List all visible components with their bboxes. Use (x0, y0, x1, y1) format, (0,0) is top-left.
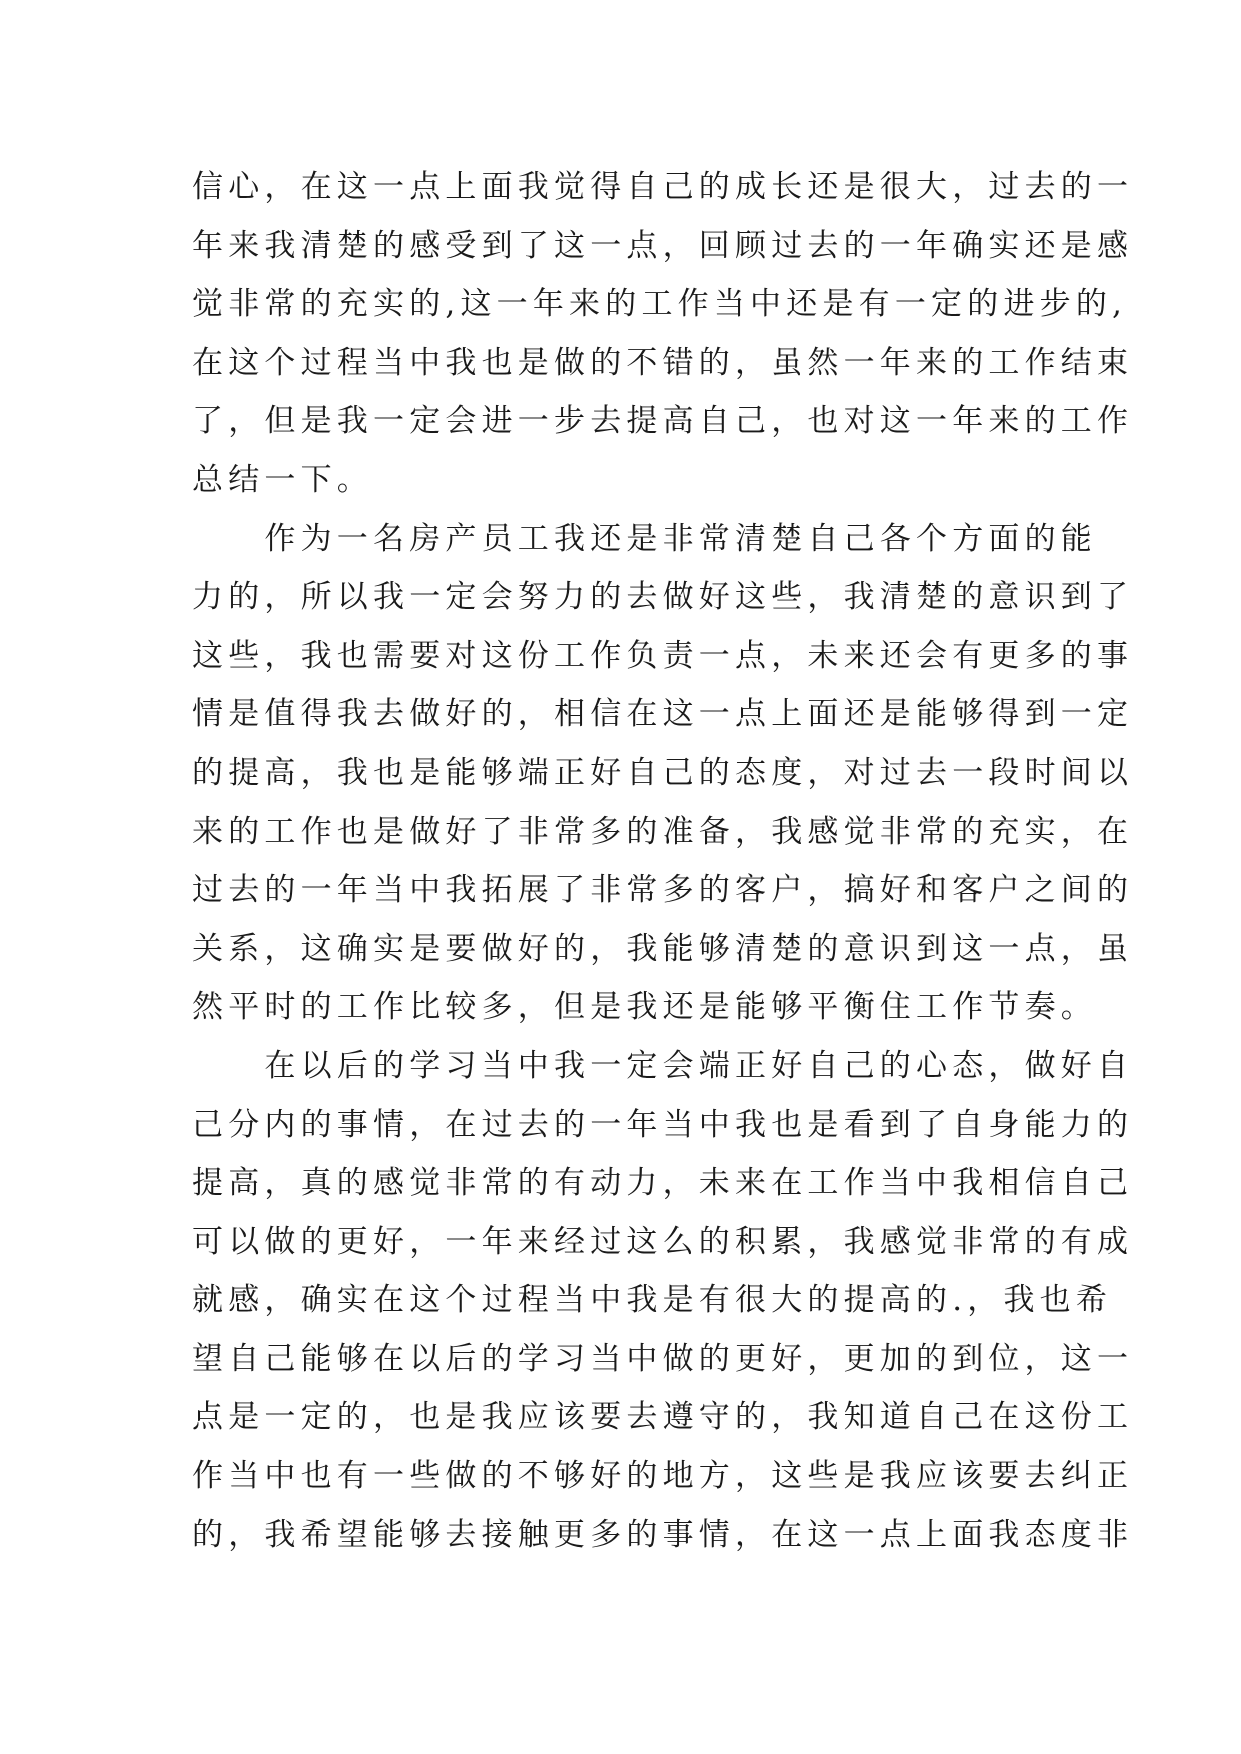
text-line: 这些，我也需要对这份工作负责一点，未来还会有更多的事 (192, 637, 1134, 674)
text-line: 力的，所以我一定会努力的去做好这些，我清楚的意识到了 (192, 579, 1134, 616)
text-line: 可以做的更好，一年来经过这么的积累，我感觉非常的有成 (192, 1223, 1134, 1260)
paragraph-3 (192, 1037, 1134, 1564)
text-line: 的提高，我也是能够端正好自己的态度，对过去一段时间以 (192, 754, 1134, 791)
text-line: 关系，这确实是要做好的，我能够清楚的意识到这一点，虽 (192, 930, 1134, 967)
body-text (192, 158, 1134, 1564)
text-line: 的，我希望能够去接触更多的事情，在这一点上面我态度非 (192, 1516, 1134, 1553)
text-line: 作当中也有一些做的不够好的地方，这些是我应该要去纠正 (192, 1458, 1134, 1495)
text-line: 然平时的工作比较多，但是我还是能够平衡住工作节奏。 (192, 989, 1097, 1026)
text-line: 在这个过程当中我也是做的不错的，虽然一年来的工作结束 (192, 344, 1134, 381)
text-line: 己分内的事情，在过去的一年当中我也是看到了自身能力的 (192, 1106, 1134, 1143)
text-line: 作为一名房产员工我还是非常清楚自己各个方面的能 (192, 520, 1097, 557)
text-line: 年来我清楚的感受到了这一点，回顾过去的一年确实还是感 (192, 227, 1134, 264)
text-line: 望自己能够在以后的学习当中做的更好，更加的到位，这一 (192, 1340, 1134, 1377)
text-line: 信心，在这一点上面我觉得自己的成长还是很大，过去的一 (192, 169, 1134, 205)
paragraph-1 (192, 158, 1134, 510)
text-line: 点是一定的，也是我应该要去遵守的，我知道自己在这份工 (192, 1399, 1134, 1436)
text-line: 就感，确实在这个过程当中我是有很大的提高的.，我也希 (192, 1282, 1113, 1319)
text-line: 来的工作也是做好了非常多的准备，我感觉非常的充实，在 (192, 813, 1134, 850)
text-line: 在以后的学习当中我一定会端正好自己的心态，做好自 (192, 1047, 1134, 1084)
text-line: 觉非常的充实的,这一年来的工作当中还是有一定的进步的, (192, 286, 1128, 323)
text-line: 了，但是我一定会进一步去提高自己，也对这一年来的工作 (192, 403, 1134, 440)
paragraph-2 (192, 510, 1134, 1037)
text-line: 提高，真的感觉非常的有动力，未来在工作当中我相信自己 (192, 1165, 1134, 1202)
text-line: 总结一下。 (192, 461, 373, 498)
text-line: 过去的一年当中我拓展了非常多的客户，搞好和客户之间的 (192, 872, 1134, 909)
text-line: 情是值得我去做好的，相信在这一点上面还是能够得到一定 (192, 696, 1134, 733)
